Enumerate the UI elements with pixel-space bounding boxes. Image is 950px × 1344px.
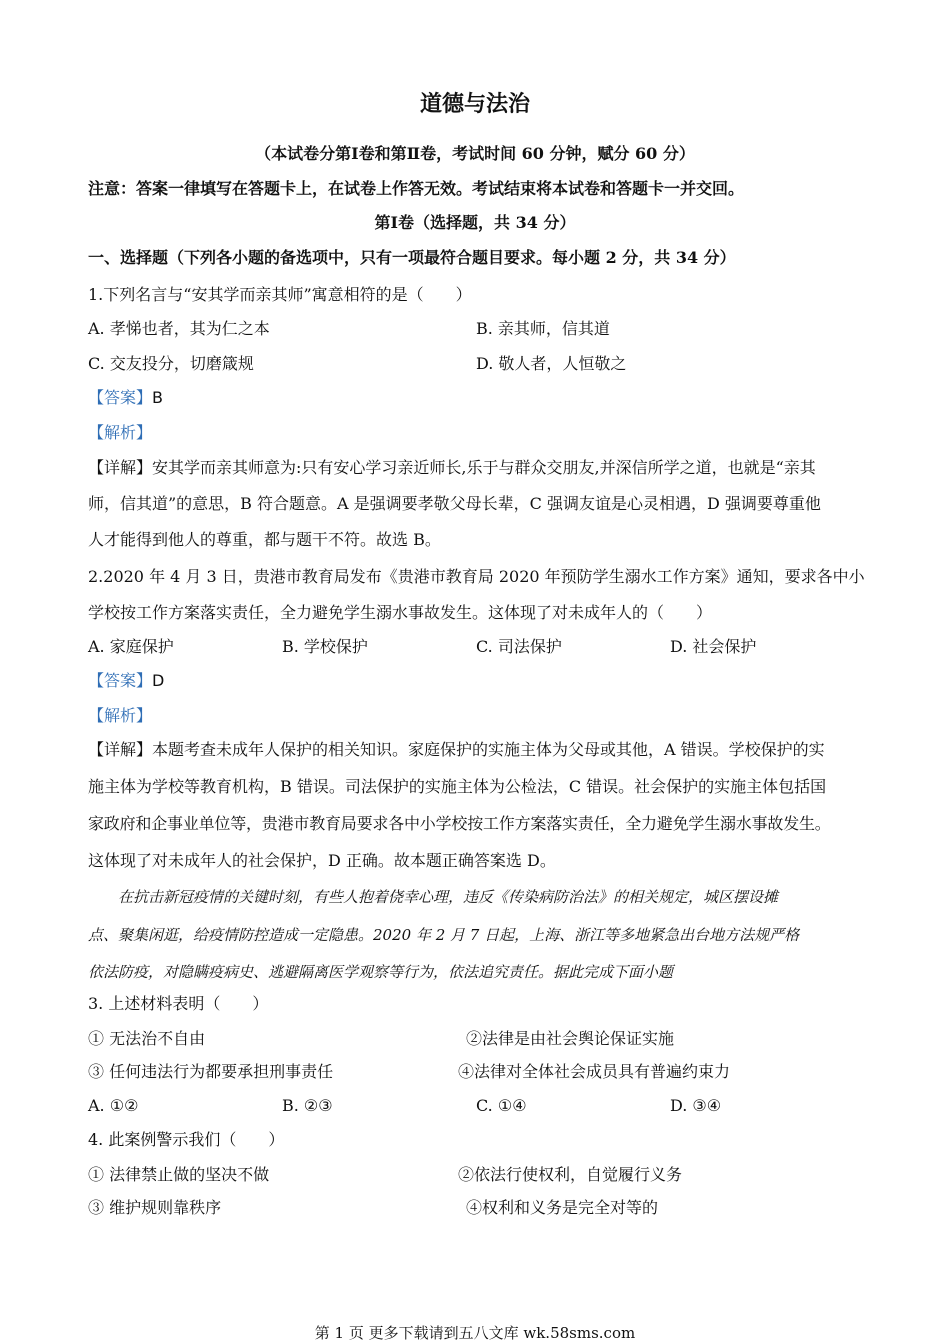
- q1-option-a: A. 孝悌也者，其为仁之本: [88, 319, 270, 338]
- q3-option-b: B. ②③: [282, 1096, 333, 1115]
- q1-analysis-label: 【解析】: [88, 423, 153, 442]
- exam-subtitle: （本试卷分第Ⅰ卷和第Ⅱ卷，考试时间 60 分钟，赋分 60 分）: [255, 144, 695, 163]
- q2-option-d: D. 社会保护: [670, 637, 757, 656]
- q1-option-c: C. 交友投分，切磨箴规: [88, 354, 254, 373]
- q1-stem: 1.下列名言与“安其学而亲其师”寓意相符的是（ ）: [88, 285, 472, 304]
- detail-label: 【详解】: [88, 458, 153, 477]
- material-line-3: 依法防疫，对隐瞒疫病史、逃避隔离医学观察等行为，依法追究责任。据此完成下面小题: [88, 963, 674, 981]
- answer-label: 【答案】: [88, 388, 153, 407]
- page-title: 道德与法治: [419, 91, 530, 117]
- q2-detail-line-3: 家政府和企事业单位等，贵港市教育局要求各中小学校按工作方案落实责任，全力避免学生溺水事故发生。: [88, 814, 831, 833]
- q3-stem: 3. 上述材料表明（ ）: [88, 994, 269, 1013]
- part1-title: 第Ⅰ卷（选择题，共 34 分）: [374, 213, 576, 232]
- q4-item-2: ②依法行使权利，自觉履行义务: [458, 1165, 683, 1184]
- q2-stem-line-2: 学校按工作方案落实责任，全力避免学生溺水事故发生。这体现了对未成年人的（ ）: [88, 603, 713, 622]
- q3-item-3: ③ 任何违法行为都要承担刑事责任: [88, 1062, 334, 1081]
- q2-analysis-label: 【解析】: [88, 706, 153, 725]
- q2-answer: [88, 671, 164, 691]
- q4-stem: 4. 此案例警示我们（ ）: [88, 1130, 285, 1149]
- q1-answer: [88, 388, 163, 408]
- q2-detail-line-4: 这体现了对未成年人的社会保护，D 正确。故本题正确答案选 D。: [88, 851, 556, 870]
- q2-detail-line-1: [88, 740, 825, 760]
- q2-option-b: B. 学校保护: [282, 637, 368, 656]
- q3-option-c: C. ①④: [476, 1096, 527, 1115]
- q2-option-a: A. 家庭保护: [88, 637, 174, 656]
- detail-text: 本题考查未成年人保护的相关知识。家庭保护的实施主体为父母或其他，A 错误。学校保护的实: [152, 740, 825, 759]
- q3-item-2: ②法律是由社会舆论保证实施: [466, 1029, 675, 1048]
- material-line-1: 在抗击新冠疫情的关键时刻，有些人抱着侥幸心理，违反《传染病防治法》的相关规定，城区摆设摊: [118, 888, 779, 906]
- answer-label: 【答案】: [88, 671, 153, 690]
- q4-item-1: ① 法律禁止做的坚决不做: [88, 1165, 270, 1184]
- detail-text: 安其学而亲其师意为:只有安心学习亲近师长,乐于与群众交朋友,并深信所学之道，也就是“亲其: [152, 458, 816, 477]
- page-footer: 第 1 页 更多下载请到五八文库 wk.58sms.com: [314, 1324, 636, 1342]
- q3-item-1: ① 无法治不自由: [88, 1029, 206, 1048]
- q2-detail-line-2: 施主体为学校等教育机构，B 错误。司法保护的实施主体为公检法，C 错误。社会保护的实施主体包括国: [88, 777, 827, 796]
- q1-detail-line-3: 人才能得到他人的尊重，都与题干不符。故选 B。: [88, 530, 441, 549]
- q1-option-b: B. 亲其师，信其道: [476, 319, 610, 338]
- q3-item-4: ④法律对全体社会成员具有普遍约束力: [458, 1062, 731, 1081]
- answer-value: D: [152, 671, 165, 690]
- q2-stem-line-1: 2.2020 年 4 月 3 日，贵港市教育局发布《贵港市教育局 2020 年预防学生溺水工作方案》通知，要求各中小: [88, 567, 865, 586]
- detail-label: 【详解】: [88, 740, 153, 759]
- material-line-2: 点、聚集闲逛，给疫情防控造成一定隐患。2020 年 2 月 7 日起，上海、浙江等多地紧急出台地方法规严格: [88, 926, 800, 944]
- q1-option-d: D. 敬人者，人恒敬之: [476, 354, 627, 373]
- q4-item-4: ④权利和义务是完全对等的: [466, 1198, 659, 1217]
- section1-title: 一、选择题（下列各小题的备选项中，只有一项最符合题目要求。每小题 2 分，共 34 分）: [88, 248, 736, 267]
- q2-option-c: C. 司法保护: [476, 637, 562, 656]
- answer-value: B: [152, 388, 163, 407]
- q1-detail-line-1: [88, 458, 816, 478]
- q4-item-3: ③ 维护规则靠秩序: [88, 1198, 222, 1217]
- q3-option-a: A. ①②: [88, 1096, 139, 1115]
- exam-notice: 注意：答案一律填写在答题卡上，在试卷上作答无效。考试结束将本试卷和答题卡一并交回。: [88, 179, 745, 198]
- q1-detail-line-2: 师，信其道”的意思，B 符合题意。A 是强调要孝敬父母长辈，C 强调友谊是心灵相遇，D 强调要尊重他: [88, 494, 821, 513]
- q3-option-d: D. ③④: [670, 1096, 722, 1115]
